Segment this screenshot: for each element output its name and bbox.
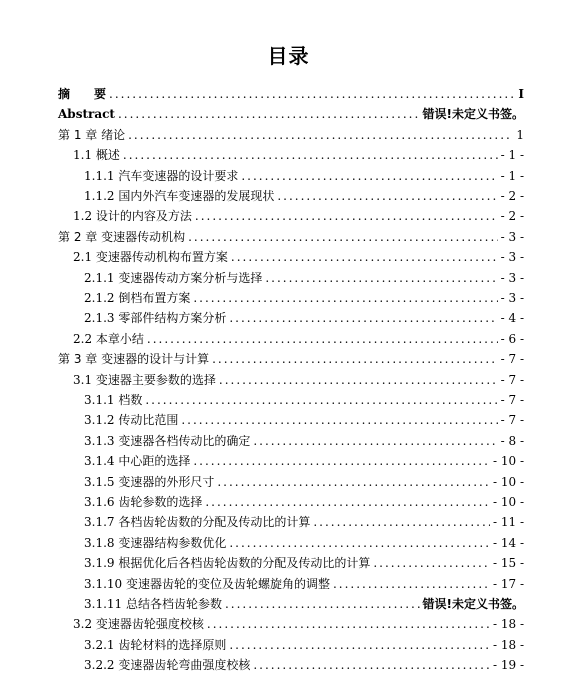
toc-entry-page: - 6 -: [500, 331, 524, 346]
toc-dot-leader: [219, 372, 498, 388]
toc-entry-title: 第 3 章 变速器的设计与计算: [58, 352, 210, 367]
toc-dot-leader: [109, 86, 515, 102]
toc-entry-title: 1.1.2 国内外汽车变速器的发展现状: [84, 189, 275, 203]
toc-entry[interactable]: [84, 653, 524, 673]
toc-entry-page: - 10 -: [492, 474, 524, 489]
toc-entry-page: - 3 -: [500, 270, 524, 285]
toc-entry-title: 3.1.5 变速器的外形尺寸: [84, 474, 215, 489]
toc-entry-page: - 18 -: [492, 637, 524, 652]
toc-dot-leader: [373, 555, 490, 571]
toc-entry[interactable]: [73, 204, 524, 224]
toc-dot-leader: [229, 637, 490, 653]
toc-dot-leader: [253, 433, 497, 449]
toc-entry[interactable]: [73, 245, 524, 265]
toc-entry-page: 错误!未定义书签。: [422, 597, 524, 611]
toc-entry[interactable]: [73, 612, 524, 632]
toc-entry-page: - 15 -: [492, 556, 524, 571]
toc-entry[interactable]: [58, 123, 524, 143]
toc-entry[interactable]: [84, 429, 524, 449]
toc-entry-page: - 19 -: [492, 658, 524, 673]
toc-entry-title: 3.2.1 齿轮材料的选择原则: [84, 637, 227, 652]
toc-dot-leader: [217, 474, 490, 490]
toc-entry-title: 3.1.8 变速器结构参数优化: [84, 535, 227, 550]
toc-dot-leader: [229, 535, 490, 551]
toc-dot-leader: [195, 208, 498, 224]
toc-dot-leader: [313, 514, 490, 530]
toc-dot-leader: [147, 331, 498, 347]
toc-entry-page: - 3 -: [500, 291, 524, 305]
toc-entry[interactable]: [84, 551, 524, 571]
toc-dot-leader: [193, 290, 497, 306]
toc-dot-leader: [207, 616, 490, 632]
toc-entry-title: 2.1.1 变速器传动方案分析与选择: [84, 270, 263, 285]
toc-dot-leader: [277, 188, 497, 204]
toc-entry-title: Abstract: [58, 107, 115, 122]
toc-dot-leader: [205, 494, 490, 510]
toc-entry-page: - 7 -: [500, 352, 524, 367]
toc-entry-title: 第 2 章 变速器传动机构: [58, 229, 186, 244]
toc-dot-leader: [128, 127, 513, 143]
toc-dot-leader: [241, 168, 497, 184]
toc-dot-leader: [118, 106, 420, 122]
toc-dot-leader: [253, 657, 490, 673]
toc-entry-title: 2.1.2 倒档布置方案: [84, 291, 191, 305]
toc-entry-page: - 18 -: [492, 617, 524, 632]
toc-entry-title: 3.1.2 传动比范围: [84, 413, 179, 428]
toc-entry-page: - 8 -: [500, 433, 524, 448]
toc-entry-title: 3.1 变速器主要参数的选择: [73, 372, 216, 387]
toc-dot-leader: [193, 453, 490, 469]
toc-entry[interactable]: [58, 82, 524, 102]
toc-entry-page: 1: [516, 127, 524, 142]
toc-entry-title: 2.1 变速器传动机构布置方案: [73, 250, 228, 265]
toc-entry[interactable]: [73, 143, 524, 163]
toc-entry-page: - 10 -: [492, 454, 524, 469]
toc-entry-page: - 7 -: [500, 413, 524, 428]
toc-dot-leader: [225, 596, 420, 612]
toc-entry-page: - 4 -: [500, 311, 524, 326]
toc-entry-page: - 1 -: [500, 148, 524, 163]
toc-dot-leader: [229, 310, 497, 326]
toc-entry[interactable]: [84, 470, 524, 490]
toc-entry-title: 3.1.9 根据优化后各档齿轮齿数的分配及传动比的计算: [84, 556, 371, 571]
toc-entry[interactable]: [58, 225, 524, 245]
toc-dot-leader: [123, 147, 498, 163]
toc-entry-title: 摘 要: [58, 87, 107, 101]
toc-entry-page: - 17 -: [492, 576, 524, 591]
toc-entry[interactable]: [58, 347, 524, 367]
toc-dot-leader: [145, 392, 497, 408]
toc-entry-title: 2.2 本章小结: [73, 331, 144, 346]
toc-entry[interactable]: [84, 164, 524, 184]
toc-dot-leader: [212, 351, 498, 367]
toc-entry[interactable]: [84, 490, 524, 510]
toc-dot-leader: [265, 270, 497, 286]
toc-entry-page: - 10 -: [492, 495, 524, 509]
toc-entry[interactable]: [73, 368, 524, 388]
toc-entry-title: 2.1.3 零部件结构方案分析: [84, 311, 227, 326]
toc-entry-page: I: [518, 87, 524, 101]
toc-dot-leader: [333, 576, 490, 592]
toc-entry-page: - 7 -: [500, 372, 524, 387]
toc-entry-title: 3.1.6 齿轮参数的选择: [84, 495, 203, 509]
toc-entry[interactable]: [84, 306, 524, 326]
toc-dot-leader: [231, 249, 498, 265]
toc-entry-title: 3.1.3 变速器各档传动比的确定: [84, 433, 251, 448]
toc-entry-page: - 2 -: [500, 209, 524, 224]
toc-entry-title: 1.2 设计的内容及方法: [73, 209, 192, 224]
toc-entry-page: - 2 -: [500, 189, 524, 203]
toc-entry[interactable]: [84, 266, 524, 286]
toc-entry-title: 3.1.10 变速器齿轮的变位及齿轮螺旋角的调整: [84, 576, 330, 591]
toc-entry-page: - 14 -: [492, 535, 524, 550]
toc-entry[interactable]: [84, 592, 524, 612]
page-title: 目录: [267, 44, 310, 68]
toc-entry[interactable]: [58, 102, 524, 122]
toc-entry-title: 1.1.1 汽车变速器的设计要求: [84, 168, 239, 183]
toc-entry-page: - 7 -: [500, 393, 524, 407]
toc-entry[interactable]: [84, 408, 524, 428]
toc-entry[interactable]: [84, 633, 524, 653]
toc-entry-title: 3.1.1 档数: [84, 393, 143, 407]
toc-entry[interactable]: [84, 184, 524, 204]
toc-entry-page: - 3 -: [500, 250, 524, 265]
toc-entry-page: - 11 -: [492, 515, 524, 530]
toc-entry-title: 1.1 概述: [73, 148, 120, 163]
toc-entry[interactable]: [84, 510, 524, 530]
toc-entry[interactable]: [84, 449, 524, 469]
toc-entry[interactable]: [84, 531, 524, 551]
toc-dot-leader: [188, 229, 498, 245]
toc-entry-page: - 1 -: [500, 168, 524, 183]
toc-dot-leader: [181, 412, 497, 428]
toc-entry-title: 第 1 章 绪论: [58, 127, 126, 142]
toc-entry[interactable]: [84, 572, 524, 592]
toc-entry[interactable]: [84, 286, 524, 306]
toc-entry[interactable]: [84, 388, 524, 408]
toc-entry-title: 3.1.7 各档齿轮齿数的分配及传动比的计算: [84, 515, 311, 530]
toc-entry-page: - 3 -: [500, 229, 524, 244]
toc-entry-title: 3.1.4 中心距的选择: [84, 454, 191, 469]
toc-entry-title: 3.2 变速器齿轮强度校核: [73, 617, 204, 632]
toc-entry-title: 3.1.11 总结各档齿轮参数: [84, 597, 222, 611]
toc-entry-page: 错误!未定义书签。: [422, 107, 524, 122]
toc-entry[interactable]: [73, 327, 524, 347]
toc-entry-title: 3.2.2 变速器齿轮弯曲强度校核: [84, 658, 251, 673]
